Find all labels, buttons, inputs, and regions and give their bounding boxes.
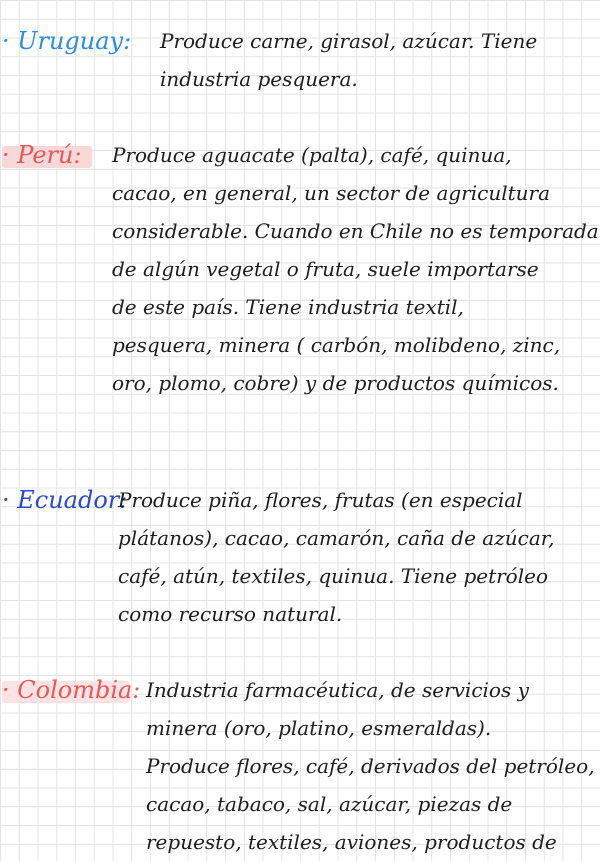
country-heading-uruguay [2,22,131,60]
country-label: · Colombia: [2,676,141,704]
text-line: cacao, en general, un sector de agricultura [112,181,551,205]
text-line: industria pesquera. [160,67,358,91]
text-line: oro, plomo, cobre) y de productos químicos. [112,371,559,395]
text-line: plátanos), cacao, camarón, caña de azúcar, [118,526,555,550]
text-line: Industria farmacéutica, de servicios y [146,678,529,702]
text-line: repuesto, textiles, aviones, productos de [146,830,557,854]
entry-text-colombia [146,671,595,861]
country-heading-peru [2,136,82,174]
country-label: · Perú: [2,141,82,169]
text-line: Produce piña, flores, frutas (en especial [118,488,523,512]
entry-text-ecuador [118,481,554,633]
text-line: de algún vegetal o fruta, suele importarse [112,257,539,281]
text-line: minera (oro, platino, esmeraldas). [146,716,492,740]
entry-text-peru [112,136,599,402]
text-line: cacao, tabaco, sal, azúcar, piezas de [146,792,513,816]
text-line: de este país. Tiene industria textil, [112,295,464,319]
text-line: Produce flores, café, derivados del petróleo, [146,754,595,778]
country-label: · Ecuador: [2,486,128,514]
entry-text-uruguay [160,22,537,98]
text-line: Produce aguacate (palta), café, quinua, [112,143,512,167]
text-line: considerable. Cuando en Chile no es temporada [112,219,599,243]
country-heading-ecuador [2,481,127,519]
text-line: como recurso natural. [118,602,343,626]
text-line: pesquera, minera ( carbón, molibdeno, zinc, [112,333,561,357]
text-line: Produce carne, girasol, azúcar. Tiene [160,29,538,53]
country-label: · Uruguay: [2,27,132,55]
country-heading-colombia [2,671,140,709]
text-line: café, atún, textiles, quinua. Tiene petróleo [118,564,548,588]
